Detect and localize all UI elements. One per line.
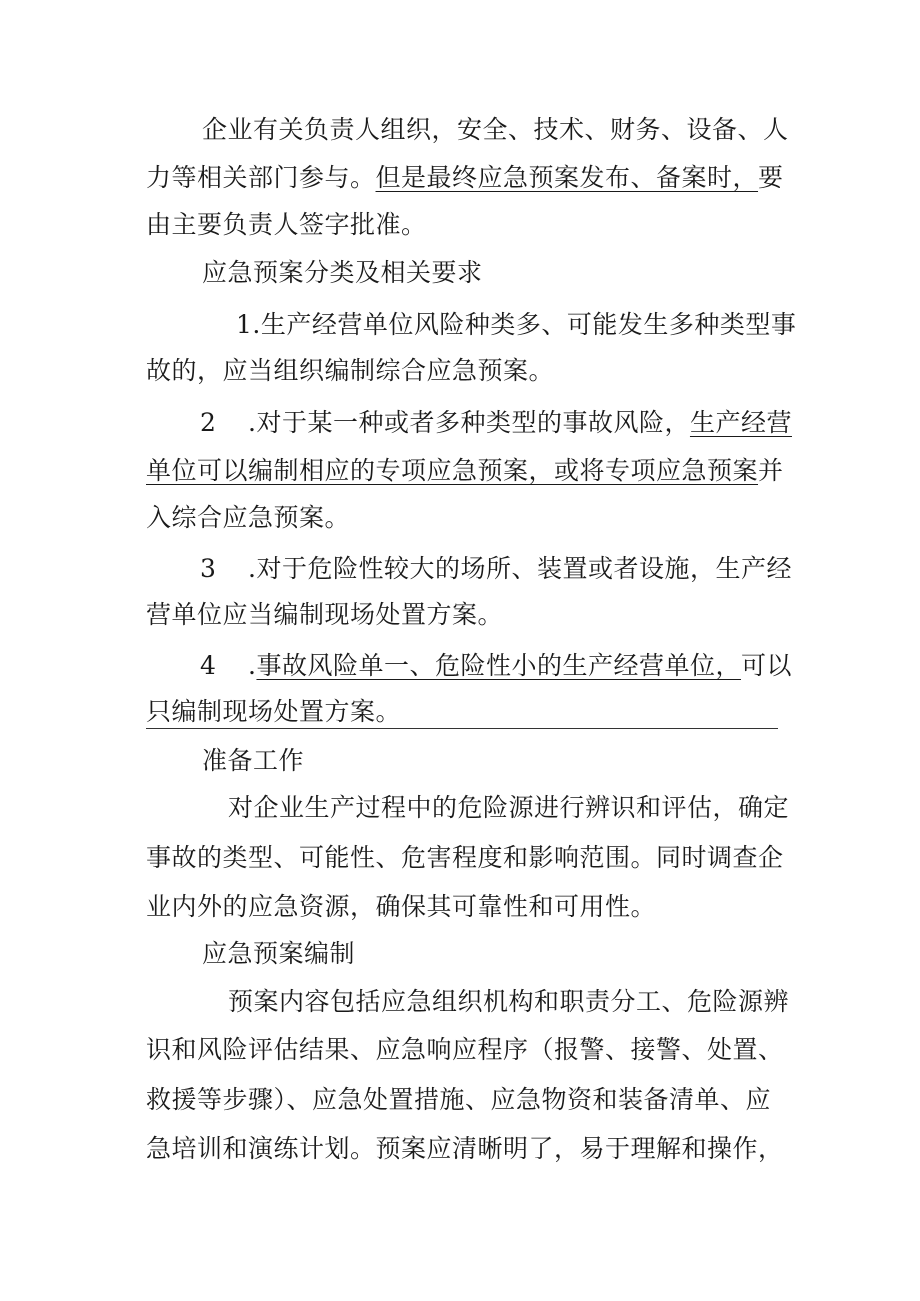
list-item-3-line-2: 营单位应当编制现场处置方案。	[146, 600, 504, 629]
list-item-1-line-1: 1.生产经营单位风险种类多、可能发生多种类型事	[236, 310, 797, 339]
list-number: 3	[200, 554, 217, 583]
section-heading-preparation: 准备工作	[202, 746, 305, 775]
list-item-2-line-1: 2 .对于某一种或者多种类型的事故风险，生产经营	[200, 408, 792, 437]
list-item-2-line-3: 入综合应急预案。	[146, 503, 351, 532]
paragraph-3-line-2: 识和风险评估结果、应急响应程序（报警、接警、处置、	[146, 1035, 784, 1064]
list-number: 1	[236, 310, 253, 339]
list-number: 4	[200, 651, 217, 680]
list-item-1-line-2: 故的，应当组织编制综合应急预案。	[146, 356, 555, 385]
paragraph-2-line-1: 对企业生产过程中的危险源进行辨识和评估，确定	[228, 793, 790, 822]
horizontal-rule	[146, 728, 778, 729]
list-item-4-line-2: 只编制现场处置方案。	[146, 697, 402, 726]
paragraph-2-line-3: 业内外的应急资源，确保其可靠性和可用性。	[146, 892, 657, 921]
underlined-text: 事故风险单一、危险性小的生产经营单位，	[256, 651, 741, 680]
paragraph-1-line-2: 力等相关部门参与。但是最终应急预案发布、备案时，要	[146, 163, 784, 192]
underlined-text: 单位可以编制相应的专项应急预案，或将专项应急预案	[146, 456, 759, 485]
list-item-3-line-1: 3 .对于危险性较大的场所、装置或者设施，生产经	[200, 554, 792, 583]
paragraph-1-line-1: 企业有关负责人组织，安全、技术、财务、设备、人	[202, 115, 789, 144]
paragraph-3-line-3: 救援等步骤）、应急处置措施、应急物资和装备清单、应	[146, 1085, 772, 1114]
list-item-2-line-2: 单位可以编制相应的专项应急预案，或将专项应急预案并	[146, 456, 784, 485]
underlined-text: 但是最终应急预案发布、备案时，	[375, 163, 759, 192]
list-item-4-line-1: 4 .事故风险单一、危险性小的生产经营单位，可以	[200, 651, 792, 680]
paragraph-2-line-2: 事故的类型、可能性、危害程度和影响范围。同时调查企	[146, 843, 784, 872]
paragraph-3-line-1: 预案内容包括应急组织机构和职责分工、危险源辨	[228, 987, 790, 1016]
list-number: 2	[200, 408, 217, 437]
section-heading-classification: 应急预案分类及相关要求	[202, 258, 483, 287]
paragraph-1-line-3: 由主要负责人签字批准。	[146, 210, 427, 239]
underlined-text: 生产经营	[689, 408, 792, 437]
paragraph-3-line-4: 急培训和演练计划。预案应清晰明了，易于理解和操作，	[146, 1134, 784, 1163]
section-heading-plan-compilation: 应急预案编制	[202, 939, 356, 968]
